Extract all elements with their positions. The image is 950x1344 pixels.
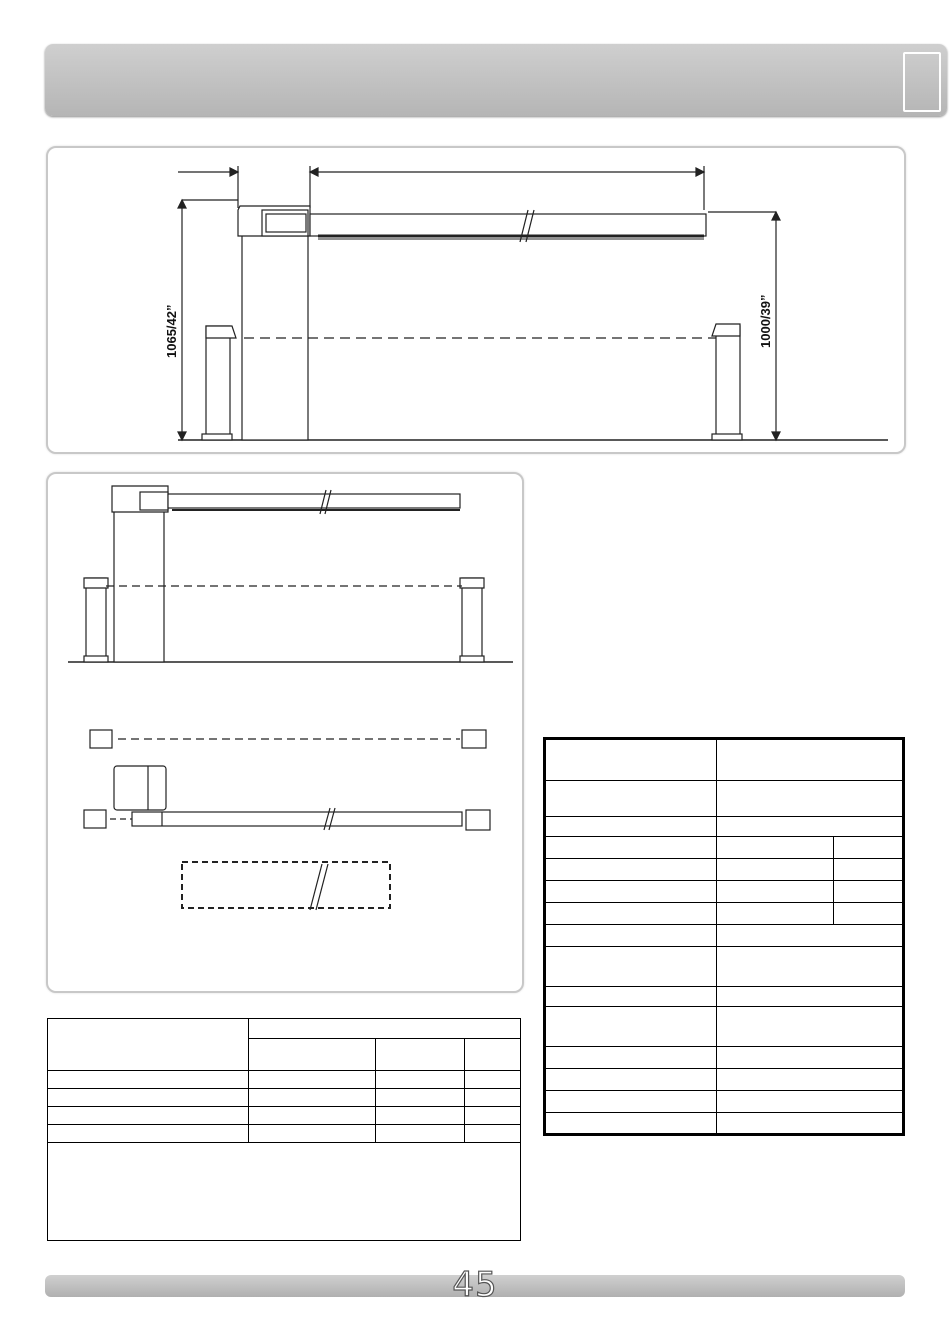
table-row xyxy=(545,925,904,947)
table-row xyxy=(545,1047,904,1069)
table-row xyxy=(545,837,904,859)
table-row xyxy=(545,947,904,987)
header-bar xyxy=(45,44,947,116)
table-cell xyxy=(465,1039,521,1071)
dim-right-height: 1000/39” xyxy=(758,294,773,348)
table-cell xyxy=(48,1019,249,1071)
table-cell xyxy=(376,1039,465,1071)
spec-table-left xyxy=(47,1018,521,1241)
table-row xyxy=(48,1125,521,1143)
page-number: 45 xyxy=(452,1265,498,1305)
table-row xyxy=(48,1107,521,1125)
table-cell xyxy=(249,1019,521,1039)
table-row xyxy=(545,1091,904,1113)
table-row xyxy=(545,1069,904,1091)
table-row xyxy=(545,817,904,837)
spec-table-right xyxy=(543,737,905,1136)
table-row xyxy=(545,1113,904,1135)
table-row xyxy=(545,1007,904,1047)
table-row xyxy=(545,859,904,881)
layout-drawing xyxy=(48,474,522,991)
table-row xyxy=(545,987,904,1007)
elevation-panel xyxy=(46,146,906,454)
table-row xyxy=(545,781,904,817)
table-row xyxy=(545,903,904,925)
table-cell xyxy=(249,1039,376,1071)
dim-left-height: 1065/42” xyxy=(164,304,179,358)
table-notes-row xyxy=(48,1143,521,1241)
layout-panel xyxy=(46,472,524,993)
table-row xyxy=(545,739,904,781)
table-row xyxy=(545,881,904,903)
table-row xyxy=(48,1071,521,1089)
section-tab xyxy=(903,52,941,112)
table-row xyxy=(48,1089,521,1107)
elevation-drawing xyxy=(48,148,904,452)
